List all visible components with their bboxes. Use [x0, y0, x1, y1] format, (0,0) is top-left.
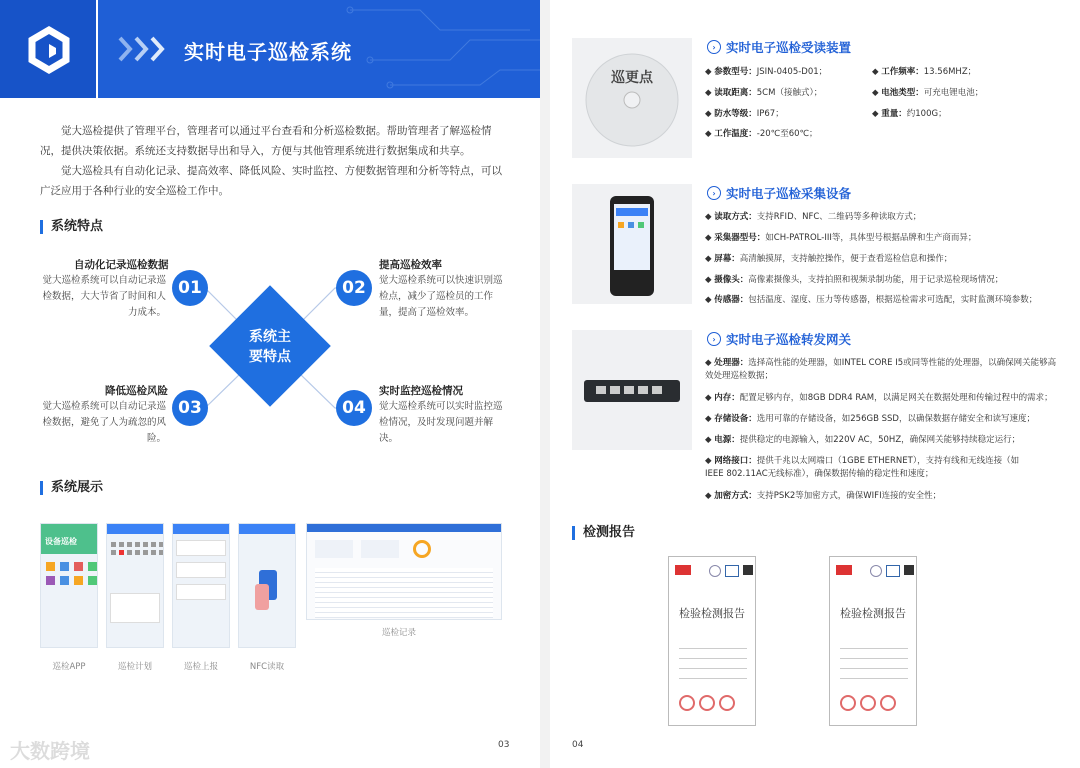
arrow-circle-icon: ›	[707, 40, 721, 54]
page-number-right: 04	[572, 740, 584, 750]
spec-collector-5: ◆ 传感器：包括温度、湿度、压力等传感器，根据巡检需求可选配，实时监测环境参数；	[705, 295, 1038, 305]
reader-device-image	[572, 38, 692, 158]
cnas-badge-icon	[725, 565, 739, 577]
arrow-circle-icon: ›	[707, 186, 721, 200]
app-icon-grid	[41, 554, 97, 593]
feature-number-3: 03	[172, 390, 208, 426]
caption-app: 巡检APP	[52, 662, 86, 672]
feature-desc-3: 觉大巡检系统可以自动记录巡检数据，避免了人为疏忽的风险。	[42, 401, 166, 444]
spec-reader-6: ◆ 重量：约100G；	[872, 109, 947, 119]
screenshot-report	[172, 523, 230, 648]
ilac-badge-icon	[870, 565, 882, 577]
caption-plan: 巡检计划	[117, 662, 152, 672]
qr-code-icon	[743, 565, 753, 575]
feature-number-1: 01	[172, 270, 208, 306]
section-heading-display: 系统展示	[40, 481, 103, 495]
section-title-reader: › 实时电子巡检受读装置	[707, 38, 851, 56]
section-heading-features: 系统特点	[40, 220, 103, 234]
ilac-badge-icon	[709, 565, 721, 577]
spec-gateway-2: ◆ 内存：配置足够内存，如8GB DDR4 RAM，以满足网关在数据处理和传输过程中的需求；	[705, 393, 1053, 403]
spec-gateway-1: ◆ 处理器：选择高性能的处理器，如INTEL CORE I5或同等性能的处理器，以确保网关能够高效处理巡检数据；	[705, 358, 1057, 381]
spec-collector-2: ◆ 采集器型号：如CH-PATROL-III等，具体型号根据品牌和生产商而异；	[705, 233, 977, 243]
cma-badge-icon	[836, 565, 852, 575]
cnas-badge-icon	[886, 565, 900, 577]
spec-collector-4: ◆ 摄像头：高像素摄像头，支持拍照和视频录制功能，用于记录巡检现场情况；	[705, 275, 1004, 285]
feature-desc-2: 觉大巡检系统可以快速识别巡检点，减少了巡检员的工作量，提高了巡检效率。	[379, 275, 503, 318]
page-gutter	[540, 0, 550, 768]
caption-report: 巡检上报	[183, 662, 218, 672]
brand-logo	[0, 0, 98, 98]
arrow-circle-icon: ›	[707, 332, 721, 346]
report-title: 检验检测报告	[840, 607, 906, 620]
caption-records: 巡检记录	[381, 628, 416, 638]
intro-paragraph-2: 觉大巡检具有自动化记录、提高效率、降低风险、实时监控、方便数据管理和分析等特点，可以广泛应用于各种行业的安全巡检工作中。	[40, 165, 502, 197]
center-label: 系统主 要特点	[249, 329, 291, 365]
feature-title-4: 实时监控巡检情况	[379, 385, 463, 397]
seal-stamps	[840, 695, 896, 711]
calendar-grid	[107, 534, 163, 563]
spec-reader-2: ◆ 工作频率：13.56MHZ；	[872, 67, 977, 77]
spec-reader-4: ◆ 电池类型：可充电锂电池；	[872, 88, 984, 98]
page-title: 实时电子巡检系统	[184, 40, 352, 64]
spec-gateway-4: ◆ 电源：提供稳定的电源输入，如220V AC，50HZ，确保网关能够持续稳定运行；	[705, 435, 1021, 445]
left-header	[0, 0, 540, 98]
circuit-pattern	[330, 0, 540, 98]
watermark: 大数跨境	[10, 739, 90, 763]
right-page	[550, 0, 1080, 768]
caption-nfc: NFC读取	[249, 662, 285, 672]
spec-gateway-5: ◆ 网络接口：提供千兆以太网端口（1GBE ETHERNET），支持有线和无线连接（如IEEE 802.11AC无线标准），确保数据传输的稳定性和速度；	[705, 456, 1020, 479]
app-banner: 设备巡检	[41, 524, 97, 554]
section-title-gateway: › 实时电子巡检转发网关	[707, 330, 851, 348]
intro-paragraph-1: 觉大巡检提供了管理平台，管理者可以通过平台查看和分析巡检数据。帮助管理者了解巡检情况，提供决策依据。系统还支持数据导出和导入，方便与其他管理系统进行数据集成和共享。	[40, 125, 492, 157]
feature-title-2: 提高巡检效率	[379, 259, 442, 271]
gateway-device-image	[572, 330, 692, 450]
feature-desc-4: 觉大巡检系统可以实时监控巡检情况，及时发现问题并解决。	[379, 401, 503, 444]
spec-reader-7: ◆ 工作温度：-20℃至60℃；	[705, 129, 818, 139]
cma-badge-icon	[675, 565, 691, 575]
spec-gateway-6: ◆ 加密方式：支持PSK2等加密方式，确保WIFI连接的安全性；	[705, 491, 942, 501]
chevrons-icon	[116, 34, 176, 64]
qr-code-icon	[904, 565, 914, 575]
spec-reader-3: ◆ 读取距离：5CM（接触式）；	[705, 88, 823, 98]
screenshot-app	[40, 523, 98, 648]
feature-desc-1: 觉大巡检系统可以自动记录巡检数据，大大节省了时间和人力成本。	[42, 275, 166, 318]
spec-reader-5: ◆ 防水等级：IP67；	[705, 109, 784, 119]
report-document-1	[668, 556, 756, 726]
spec-reader-1: ◆ 参数型号：JSIN-0405-D01；	[705, 67, 828, 77]
spec-collector-3: ◆ 屏幕：高清触摸屏，支持触控操作，便于查看巡检信息和操作；	[705, 254, 953, 264]
feature-number-2: 02	[336, 270, 372, 306]
feature-title-3: 降低巡检风险	[105, 385, 168, 397]
report-document-2	[829, 556, 917, 726]
section-title-collector: › 实时电子巡检采集设备	[707, 184, 851, 202]
disc-label: 巡更点	[611, 70, 653, 86]
screenshot-nfc	[238, 523, 296, 648]
section-heading-reports: 检测报告	[572, 526, 635, 540]
feature-title-1: 自动化记录巡检数据	[74, 259, 169, 271]
screenshot-records	[306, 523, 502, 620]
spec-gateway-3: ◆ 存储设备：选用可靠的存储设备，如256GB SSD，以确保数据存储安全和读写速度；	[705, 414, 1035, 424]
page-number-left: 03	[498, 740, 510, 750]
spec-collector-1: ◆ 读取方式：支持RFID、NFC、二维码等多种读取方式；	[705, 212, 922, 222]
collector-device-image	[572, 184, 692, 304]
feature-number-4: 04	[336, 390, 372, 426]
report-title: 检验检测报告	[679, 607, 745, 620]
nfc-phone-icon	[239, 534, 296, 634]
seal-stamps	[679, 695, 735, 711]
screenshot-plan	[106, 523, 164, 648]
